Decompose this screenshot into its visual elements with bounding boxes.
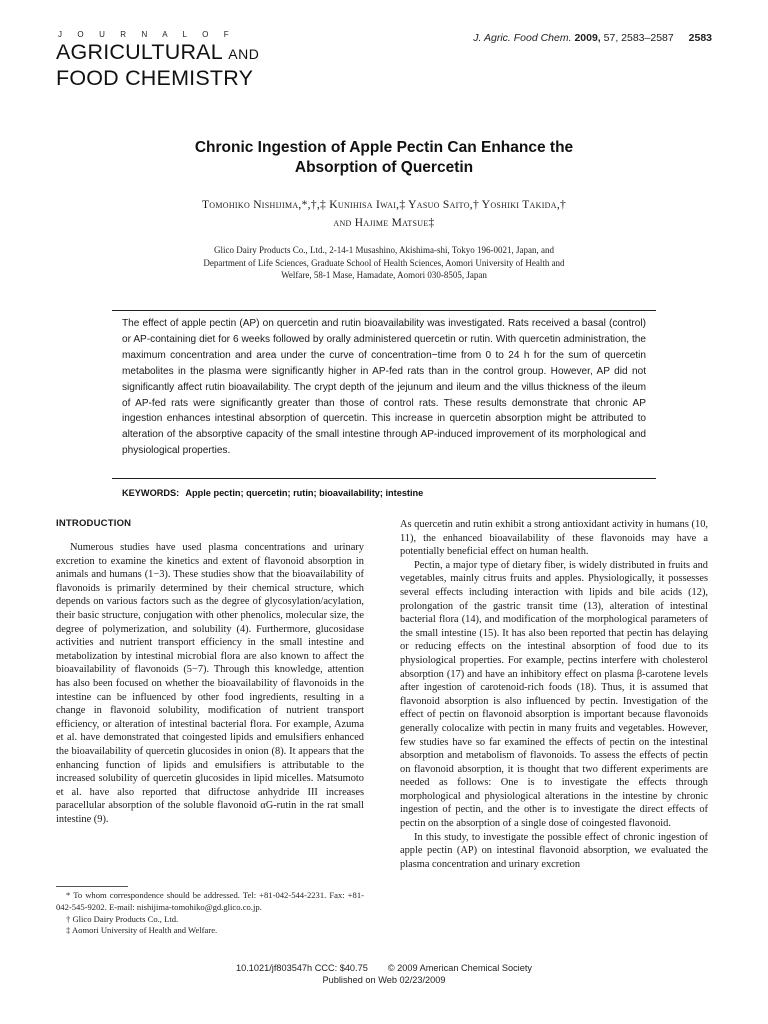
affiliation-line-2: Department of Life Sciences, Graduate School of Health Sciences, Aomori University of Health and [203, 257, 565, 268]
article-title [60, 138, 708, 178]
intro-paragraph-1: Numerous studies have used plasma concentrations and urinary excretion to examine the kinetics and extent of flavonoid absorption in animals and humans (1−3). These studies show that the bioavailability of flavonoids is primarily determined by their chemical structure, which depends on various factors such as the degree of glycosylation/acylation, their basic structure, conjugation with other phenolics, molecular size, the degree of polymerization, and solubility (4). Furthermore, glucosidase activities and nutrient transport efficiency in the small intestine and metabolization by intestinal microbial flora are also known to affect the bioavailability of flavonoids (5−7). Through this knowledge, attention has also been focused on whether the bioavailability of flavonoids in the intestine can be influenced by other food ingredients, resulting in a change in flavonoid solubility, modification of nutrient transport efficiency, or alteration of intestinal bacterial flora. For example, Azuma et al. have demonstrated that coingested lipids and emulsifiers enhanced the bioavailability of quercetin glucosides in onion (8). It appears that the enhancing function of lipids and emulsifiers is attributable to the increased solubility of quercetin glucosides in lipid micelles. Matsumoto et al. have also reported that difructose anhydride III increases paracellular absorption of the soluble flavonoid αG-rutin in the rat small intestine (9). [56, 542, 364, 825]
abstract-top-rule [112, 310, 656, 311]
title-line-2: Absorption of Quercetin [294, 159, 474, 176]
footer-line-1 [0, 962, 768, 974]
author-list [60, 196, 708, 232]
logo-food-chemistry-line: FOOD CHEMISTRY [56, 66, 254, 90]
footnote-rule [56, 886, 128, 887]
journal-citation [473, 32, 712, 44]
affiliation-line-1: Glico Dairy Products Co., Ltd., 2-14-1 Musashino, Akishima-shi, Tokyo 196-0021, Japan, and [214, 245, 554, 255]
abstract-text: The effect of apple pectin (AP) on quercetin and rutin bioavailability was investigated. Rats received a basal (control) or AP-containing diet for 6 weeks followed by orally administered quercetin or rutin. With quercetin administration, the maximum concentration and area under the curve of concentration−time from 0 to 24 h for the sum of quercetin metabolites in the plasma were significantly higher in AP-fed rats than in the control group. However, AP did not significantly affect rutin bioavailability. The crypt depth of the jejunum and ileum and the villus thickness of the ileum of AP-fed rats were significantly greater than those of control rats. These results demonstrate that chronic AP ingestion enhances intestinal absorption of quercetin. This increase in quercetin absorption might be attributed to alteration of the absorptive capacity of the small intestine through AP-induced improvement of its morphological and physiological properties. [122, 318, 646, 457]
citation-volume-pages: 57, 2583–2587 [603, 32, 674, 44]
logo-and-word: AND [228, 46, 260, 62]
footer-copyright: © 2009 American Chemical Society [387, 963, 532, 973]
logo-agricultural-line [56, 40, 276, 66]
page-footer [0, 962, 768, 986]
keywords-label: KEYWORDS: [122, 488, 180, 498]
authors-line-2: and Hajime Matsue‡ [333, 217, 435, 229]
intro-paragraph-continued: As quercetin and rutin exhibit a strong antioxidant activity in humans (10, 11), the enhanced bioavailability of these flavonoids may have a potentially beneficial effect on human health. [400, 519, 708, 558]
footnote-dagger: † Glico Dairy Products Co., Ltd. [66, 913, 179, 924]
keywords [122, 488, 662, 498]
citation-journal: J. Agric. Food Chem. [473, 32, 572, 44]
intro-paragraph-this-study: In this study, to investigate the possible effect of chronic ingestion of apple pectin (AP) on intestinal flavonoid absorption, we evaluated the plasma concentration and urinary excretion [400, 831, 708, 870]
keywords-values: Apple pectin; quercetin; rutin; bioavailability; intestine [185, 488, 424, 498]
right-column [400, 518, 708, 871]
authors-line-1: Tomohiko Nishijima,*,†,‡ Kunihisa Iwai,‡ Yasuo Saito,† Yoshiki Takida,† [201, 199, 567, 211]
abstract-bottom-rule [112, 478, 656, 479]
page-number: 2583 [688, 32, 712, 44]
citation-year: 2009, [574, 32, 601, 44]
footnotes [56, 890, 364, 937]
section-heading-introduction: INTRODUCTION [56, 518, 132, 529]
footnote-correspondence: * To whom correspondence should be addressed. Tel: +81-042-544-2231. Fax: +81-042-545-9202. E-mail: nishijima-tomohiko@gd.glico.co.jp. [56, 890, 364, 912]
left-column [56, 518, 364, 826]
title-line-1: Chronic Ingestion of Apple Pectin Can Enhance the [194, 139, 574, 156]
journal-logo [56, 30, 276, 90]
logo-journal-line: J O U R N A L O F [58, 30, 236, 39]
intro-paragraph-pectin: Pectin, a major type of dietary fiber, is widely distributed in fruits and vegetables, mainly citrus fruits and apples. Physiologically, it possesses several effects including interaction with lipids and bile acids (12), prolongation of the gastric transit time (13), alteration of intestinal bacterial flora (14), and modification of the morphological parameters of the small intestine (15). It has also been reported that pectin has delaying or reducing effects on the intestinal absorption of food due to its physiological properties. For example, pectins interfere with cholesterol absorption (17) and have an inhibitory effect on plasma β-carotene levels after ingestion of carotenoid-rich foods (18). Thus, it is assumed that flavonoid absorption is also influenced by pectin. Investigation of the effect of pectin on flavonoid absorption is important because flavonoids generally colocalize with pectin in many fruits and vegetables. However, few studies have so far examined the effects of pectin on the intestinal absorption and metabolism of flavonoids. To assess the effects of pectin on flavonoid absorption, it is thought that two different experiments are needed as follows: One is to investigate the effects through morphological and physiological alterations in the intestine by chronic ingestion of pectin, and the other is to investigate the direct effects of pectin on the absorption of a single dose of coingested flavonoid. [400, 559, 708, 830]
affiliation-line-3: Welfare, 58-1 Mase, Hamadate, Aomori 030-8505, Japan [281, 270, 487, 280]
footer-published: Published on Web 02/23/2009 [322, 975, 446, 985]
footnote-double-dagger: ‡ Aomori University of Health and Welfare. [66, 925, 218, 936]
footer-doi: 10.1021/jf803547h CCC: $40.75 [236, 963, 368, 973]
affiliations [140, 244, 628, 282]
logo-agricultural-word: AGRICULTURAL [56, 40, 223, 64]
